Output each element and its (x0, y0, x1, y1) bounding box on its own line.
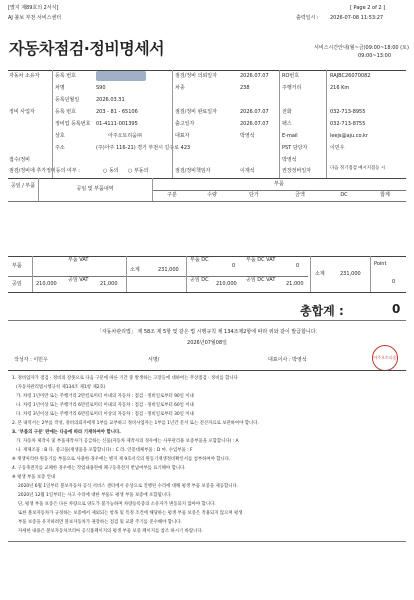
release-date-label: 출고일자 (175, 121, 195, 127)
consent-agree-label: 동의 (108, 168, 119, 174)
note-line: 3. '부품의 구분' 란에는 다음에 따라 기재하여야 합니다. (12, 430, 121, 435)
tel-label: 전화 (282, 109, 292, 115)
note-line: 자세한 내용은 볼보자동차코리아 공식홈페이지의 평생 부품 보증 페이지를 참조 하시기 바랍니다. (18, 529, 204, 534)
company-label: 상호 (55, 133, 65, 139)
service-hours-1: 서비스시간안내(월~금)09:00~18:00 (토) (314, 45, 409, 51)
shop-section-label: 정비 사업자 (9, 109, 35, 115)
consent-label: 점검/정비에 추가정비등의 여부 : (9, 168, 80, 174)
rule (8, 292, 406, 293)
note-line: 4. 구동축전지를 교체한 경우에는 작업내용란에 폐구동축전지 반납여부를 표기해야 합니다. (12, 466, 186, 471)
assoc-no-label: 정비업 등록번호 (55, 121, 91, 127)
owner-section-label: 자동차 소유자 (9, 73, 40, 79)
tech-name: 이재석 (240, 168, 255, 174)
issue-date: 2026년07월08일 (187, 340, 227, 346)
sign-label: 서명/ (148, 357, 160, 363)
labor-dc-vat-label: 공임 DC VAT (246, 277, 276, 283)
biz-no-label: 등록 번호 (55, 109, 76, 115)
reg-date: 2026.03.31 (96, 97, 125, 103)
col-price-header: 단가 (249, 192, 259, 198)
rep-name: 박영석 (240, 133, 255, 139)
summary-parts-label: 부품 (12, 263, 22, 269)
rule (8, 320, 406, 321)
col-parts-header: 부품 (274, 181, 284, 187)
tel: 032-713-8955 (330, 109, 366, 115)
parts-dc-vat-value: 0 (296, 263, 300, 269)
email-label: E-mail (282, 133, 298, 139)
note-line: 다. 차령 3년이상 또는 주행거리 6만킬로미터 이상의 자동차 : 점검 · 정비일로부터 30일 이내 (16, 412, 194, 417)
done-date: 2026.07.07 (240, 109, 269, 115)
note-line: 가. 자동차 제작사 및 부품제작사가 공급하는 신품(자동차 제작사의 경우에는 사후관리용 보증부품을 포함합니다) : A (16, 439, 239, 444)
note-line: 부품 보증을 유지하려면 볼보자동차가 권장하는 점검 및 교환 주기를 준수해야 합니다. (18, 520, 182, 525)
labor-amount: 210,000 (36, 281, 57, 287)
advice-text: 다음 정기점검 예시지점등 시 (330, 166, 386, 171)
divider (172, 70, 173, 178)
col-dc-header: DC (340, 192, 348, 198)
divider (310, 256, 311, 292)
parts-dc-label: 부품 DC (190, 257, 209, 263)
subtotal-value: 231,000 (158, 267, 179, 273)
note-line: 단, 평생 부품 보증은 다른 차량으로 양도가 불가능하며 차량등록증의 소유자가 변동되지 않아야 합니다. (18, 502, 216, 507)
consent-disagree-label: 부동의 (133, 168, 149, 174)
divider (52, 70, 53, 178)
grand-total-label: 총합계 : (300, 304, 344, 318)
total-subtotal-label: 소계 (315, 271, 325, 277)
car-name: S90 (96, 85, 106, 91)
grand-total-value: 0 (392, 302, 401, 316)
radio-icon: ○ (103, 168, 108, 174)
labor-dc-vat-value: 21,000 (286, 281, 304, 287)
rule (8, 541, 406, 542)
car-name-label: 차명 (55, 85, 65, 91)
release-date: 2026.07.07 (240, 121, 269, 127)
receiver-note: 박영석 (282, 157, 297, 163)
done-date-label: 점검/정비 완료일자 (175, 109, 217, 115)
inspect-date: 2026.07.07 (240, 73, 269, 79)
law-statement: 「자동차관리법」 제 58조 제 5항 및 같은 법 시행규칙 제 134조제2항에 따라 위와 같이 발급합니다. (96, 329, 318, 335)
point-value: 0 (392, 279, 396, 285)
rule (8, 370, 406, 371)
parts-vat-label: 부품 VAT (68, 257, 89, 263)
company-seal (372, 345, 398, 371)
note-line: 가. 차령 1년미만 또는 주행거리 2만킬로미터 이내의 자동차 : 점검 · 정비일로부터 90일 이내 (16, 394, 194, 399)
rule (8, 178, 406, 179)
seal-text: 아주오토리움 (373, 355, 397, 360)
parts-dc-value: 0 (232, 263, 236, 269)
company-legal-name: 아주오토리움㈜ (108, 133, 142, 139)
total-subtotal-value: 231,000 (340, 271, 361, 277)
divider (38, 178, 39, 201)
model: 238 (240, 85, 250, 91)
col-type-header: 구분 (167, 192, 177, 198)
form-number: [별지 제89호의 2서식] (8, 5, 59, 11)
reg-no-label: 등록 번호 (55, 73, 76, 79)
note-line: 1. 정비업자가 점검 · 정비의 잘못으로 다음 구분에 따른 기간 중 발생하는 고장들에 대하여는 무상점검 · 정비를 합니다 (12, 376, 238, 381)
note-line: 2020년 6월 1일부터 볼보자동차 공식 서비스 센터에서 유상으로 진행된 수리에 대해 평생 부품 보증을 제공합니다. (18, 484, 239, 489)
model-label: 차종 (175, 85, 185, 91)
labor-dc-label: 공임 DC (190, 277, 209, 283)
col-desc-header: 공임 및 부품내역 (76, 186, 114, 192)
parts-dc-vat-label: 부품 DC VAT (246, 257, 276, 263)
divider (152, 178, 153, 201)
address: (주)아주 116-21) 경기 부천시 길주로 423 (96, 145, 191, 151)
address-label: 주소 (55, 145, 65, 151)
email: leejs@aju.co.kr (330, 133, 369, 139)
ro-number: RAJBC26070082 (330, 73, 371, 79)
divider (279, 70, 280, 178)
note-line: 2. 본 내역서는 2부를 작성, 정비의뢰자에게 1부를 교부하고 정비사업자는 1부를 1년간 문서 또는 전산자료로 보관하여야 합니다. (12, 421, 259, 426)
rep-label: 대표자 (175, 133, 190, 139)
rule (8, 70, 406, 71)
fax: 032-713-8755 (330, 121, 366, 127)
divider (186, 256, 187, 292)
divider (326, 70, 327, 178)
page-indicator: [ Page 2 of 2 ] (350, 5, 386, 11)
note-line: (자동차관리법시행규칙 제134조 제1항 제2호) (16, 385, 106, 390)
service-hours-2: 09:00~13:00 (358, 53, 392, 59)
mileage: 216 Km (330, 85, 350, 91)
labor-vat-label: 공임 VAT (68, 277, 89, 283)
printed-label: 출력일시 : (296, 15, 319, 21)
redacted-field (96, 71, 146, 81)
note-line: 나. 재제조품 : B 다. 중고품(재생품을 포함합니다) : C 라. 인증대체부품 : D 마. 수입부품 : F (16, 448, 193, 453)
ro-label: RO번호 (282, 73, 300, 79)
col-total-header: 합계 (380, 192, 390, 198)
biz-no: 203 - 81 - 65106 (96, 109, 138, 115)
divider (32, 256, 33, 292)
summary-labor-label: 공임 (12, 281, 22, 287)
ceo-label: 대표이사 : 박영석 (268, 357, 307, 363)
col-amount-header: 금액 (295, 192, 305, 198)
radio-icon: ○ (128, 168, 133, 174)
consent-option-agree[interactable] (103, 169, 119, 175)
note-line: ※ 재생처리한 원동기를 부품으로 사용한 경우에는 별지 제 9호서식의 원동기재생정비확인서를 첨부하여야 합니다. (12, 457, 231, 462)
rule (8, 201, 406, 202)
document-title: 자동차점검·정비명세서 (9, 39, 165, 58)
note-line: ※ 평생 부품 보증 안내 (12, 475, 56, 480)
subtotal-label: 소계 (130, 267, 140, 273)
pst-name: 이민우 (330, 145, 345, 151)
fax-label: 팩스 (282, 121, 292, 127)
receiver-label: 접수/정비 (9, 157, 31, 163)
writer-label: 작성자 : 이민우 (14, 357, 48, 363)
advice-label: 권장정비일자 (282, 168, 311, 174)
col-qty-header: 수량 (207, 192, 217, 198)
col-work-header: 공임 / 부품 (10, 183, 36, 189)
printed-datetime: 2026-07-08 11:53:27 (330, 15, 384, 21)
assoc-no: 01-4111-001395 (96, 121, 138, 127)
note-line: 나. 차령 1년이상 또는 주행거리 6만킬로미터 이내의 자동차 : 점검 · 정비일로부터 60일 이내 (16, 403, 194, 408)
divider (126, 256, 127, 292)
note-line: 또한 볼보자동차가 규정하는 보증에서 제외되는 항목 및 특정 조건에 해당하는 평생 부품 보증은 적용되지 않으며 평생 (18, 511, 243, 516)
point-label: Point (374, 261, 387, 267)
note-line: 2020년 12월 1일부터는 사고 수리에 대한 부품도 평생 부품 보증에 포함됩니다. (18, 493, 172, 498)
reg-date-label: 등록년월일 (55, 97, 80, 103)
mileage-label: 주행거리 (282, 85, 302, 91)
rule (152, 190, 406, 191)
labor-vat-value: 21,000 (100, 281, 118, 287)
pst-label: PST 담당자 (282, 145, 308, 151)
divider (370, 256, 371, 292)
inspect-date-label: 점검/정비 의뢰일자 (175, 73, 217, 79)
tech-label: 점검/정비책임자 (175, 168, 211, 174)
consent-option-disagree[interactable] (128, 169, 148, 175)
company-name: AJ 볼보 부천 서비스센터 (8, 15, 62, 21)
labor-dc-value: 210,000 (216, 281, 237, 287)
